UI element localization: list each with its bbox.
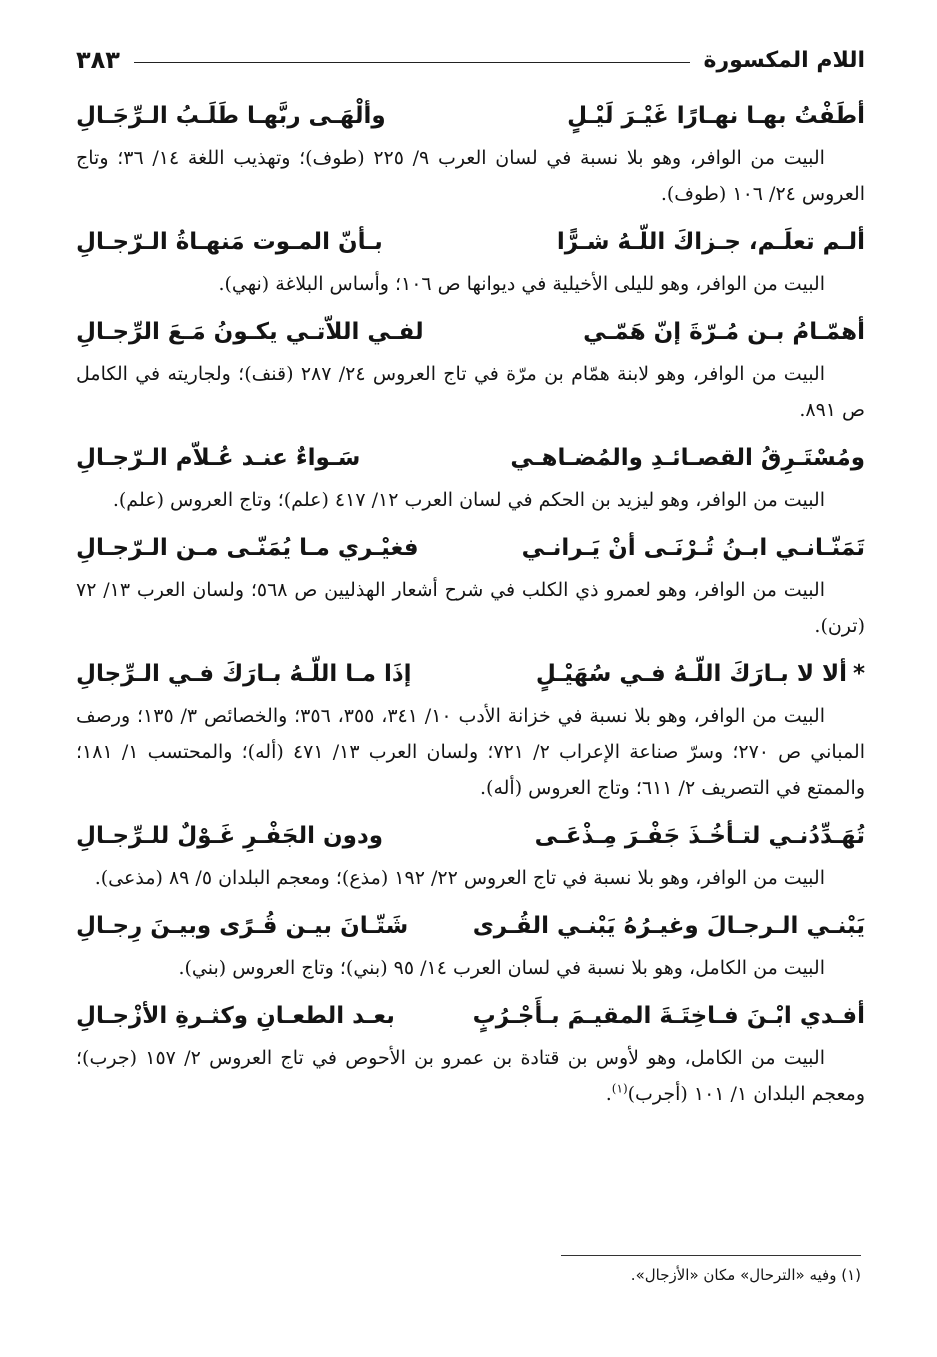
second-hemistich: إذَا مـا اللّـهُ بـارَكَ فـي الـرِّجالِ: [76, 661, 412, 687]
verse-source-note: [76, 1040, 865, 1112]
first-hemistich: أهمّـامُ بـن مُـرّةَ إنّ هَمّـي: [583, 319, 865, 345]
first-hemistich: ومُسْتَـرِقُ القصـائـدِ والمُضـاهـي: [510, 445, 865, 471]
verse-source-note: البيت من الوافر، وهو لعمرو ذي الكلب في شرح أشعار الهذليين ص ٥٦٨؛ ولسان العرب ١٣/ ٧٢ (ترن).: [76, 579, 865, 637]
verse-entry: [76, 650, 865, 806]
first-hemistich: [536, 650, 865, 698]
header-rule: [134, 62, 690, 63]
verse-line: [76, 902, 865, 950]
first-hemistich: أفـدي ابْـنَ فـاخِتَـةَ المقيـمَ بـأَجْـرُبٍ: [472, 1003, 865, 1029]
verse-source-note: البيت من الوافر، وهو لابنة همّام بن مرّة في تاج العروس ٢٤/ ٢٨٧ (قنف)؛ ولجاريته في الكامل ص ٨٩١.: [76, 363, 865, 421]
second-hemistich: فغيْـري مـا يُمَنّـى مـن الـرّجـالِ: [76, 535, 419, 561]
verse-source-note: البيت من الوافر، وهو بلا نسبة في تاج العروس ٢٢/ ١٩٢ (مذع)؛ ومعجم البلدان ٥/ ٨٩ (مذعى).: [94, 867, 825, 889]
footnote: (١) وفيه «الترحال» مكان «الأزجال».: [630, 1266, 861, 1284]
footnote-rule: [561, 1255, 861, 1256]
footnote-marker: (١): [611, 1081, 628, 1096]
verse-line: [76, 218, 865, 266]
first-hemistich: يَبْنـي الـرجـالَ وغيـرُهُ يَبْنـي القُـرى: [472, 913, 865, 939]
verse-entry: [76, 524, 865, 644]
verse-line: [76, 92, 865, 140]
verse-source-note: البيت من الوافر، وهو لليلى الأخيلية في ديوانها ص ١٠٦؛ وأساس البلاغة (نهي).: [218, 273, 825, 295]
verse-entries: [76, 92, 865, 1118]
first-hemistich-text: ألا لا بـارَكَ اللّـهُ فـي سُهَيْـلٍ: [535, 661, 847, 687]
page-number: ٣٨٣: [76, 46, 120, 74]
page-header: [76, 40, 865, 80]
verse-entry: [76, 92, 865, 212]
first-hemistich: أطَفْتُ بهـا نهـارًا غَيْـرَ لَيْـلٍ: [567, 103, 865, 129]
verse-line: [76, 308, 865, 356]
second-hemistich: وألْهَـى ربَّهـا طَلَـبُ الـرِّجَـالِ: [76, 103, 386, 129]
verse-line: [76, 434, 865, 482]
verse-entry: [76, 902, 865, 986]
note-text: البيت من الكامل، وهو لأوس بن قتادة بن عمرو بن الأحوص في تاج العروس ٢/ ١٥٧ (جرب)؛ ومعجم البلدان ١/ ١٠١ (أجرب): [76, 1047, 865, 1105]
first-hemistich: ألـم تعلَـم، جـزاكَ اللّـهُ شـرًّا: [556, 229, 865, 255]
verse-source-note: البيت من الوافر، وهو ليزيد بن الحكم في لسان العرب ١٢/ ٤١٧ (علم)؛ وتاج العروس (علم).: [112, 489, 825, 511]
first-hemistich: تَمَنّـانـي ابـنُ تُـرْنَـى أنْ يَـرانـي: [521, 535, 865, 561]
second-hemistich: بـأنّ المـوت مَنهـاةُ الـرّجـالِ: [76, 229, 383, 255]
verse-source-note: البيت من الكامل، وهو بلا نسبة في لسان العرب ١٤/ ٩٥ (بني)؛ وتاج العروس (بني).: [178, 957, 825, 979]
note-end: .: [605, 1083, 612, 1105]
verse-entry: [76, 308, 865, 428]
verse-line: [76, 812, 865, 860]
chapter-title: اللام المكسورة: [703, 47, 865, 73]
first-hemistich: تُهَـدِّدُنـي لتـأخُـذَ جَفْـرَ مِـذْعَـى: [534, 823, 865, 849]
second-hemistich: سَـواءٌ عنـد عُـلاّم الـرّجـالِ: [76, 445, 361, 471]
verse-entry: [76, 434, 865, 518]
verse-source-note: البيت من الوافر، وهو بلا نسبة في خزانة الأدب ١٠/ ٣٤١، ٣٥٥، ٣٥٦؛ والخصائص ٣/ ١٣٥؛ ورصف المباني ص ٢٧٠؛ وسرّ صناعة الإعراب ٢/ ٧٢١؛ ولسان العرب ١٣/ ٤٧١ (أله)؛ والمحتسب ١/ ١٨١؛ والممتع في التصريف ٢/ ٦١١؛ وتاج العروس (أله).: [76, 705, 866, 799]
verse-entry: [76, 992, 865, 1112]
verse-line: [76, 650, 865, 698]
second-hemistich: بعـد الطعـانِ وكثـرةِ الأزْجـالِ: [76, 1003, 395, 1029]
verse-line: [76, 524, 865, 572]
second-hemistich: لفـي اللاّتـي يكـونُ مَـعَ الرِّجـالِ: [76, 319, 424, 345]
second-hemistich: ودون الجَفْـرِ غَـوْلٌ للـرِّجـالِ: [76, 823, 384, 849]
verse-entry: [76, 218, 865, 302]
star-marker: *: [852, 661, 865, 687]
verse-entry: [76, 812, 865, 896]
verse-source-note: البيت من الوافر، وهو بلا نسبة في لسان العرب ٩/ ٢٢٥ (طوف)؛ وتهذيب اللغة ١٤/ ٣٦؛ وتاج العروس ٢٤/ ١٠٦ (طوف).: [76, 147, 865, 205]
second-hemistich: شَتّـانَ بيـن قُـرًى وبيـنَ رِجـالِ: [76, 913, 409, 939]
verse-line: [76, 992, 865, 1040]
